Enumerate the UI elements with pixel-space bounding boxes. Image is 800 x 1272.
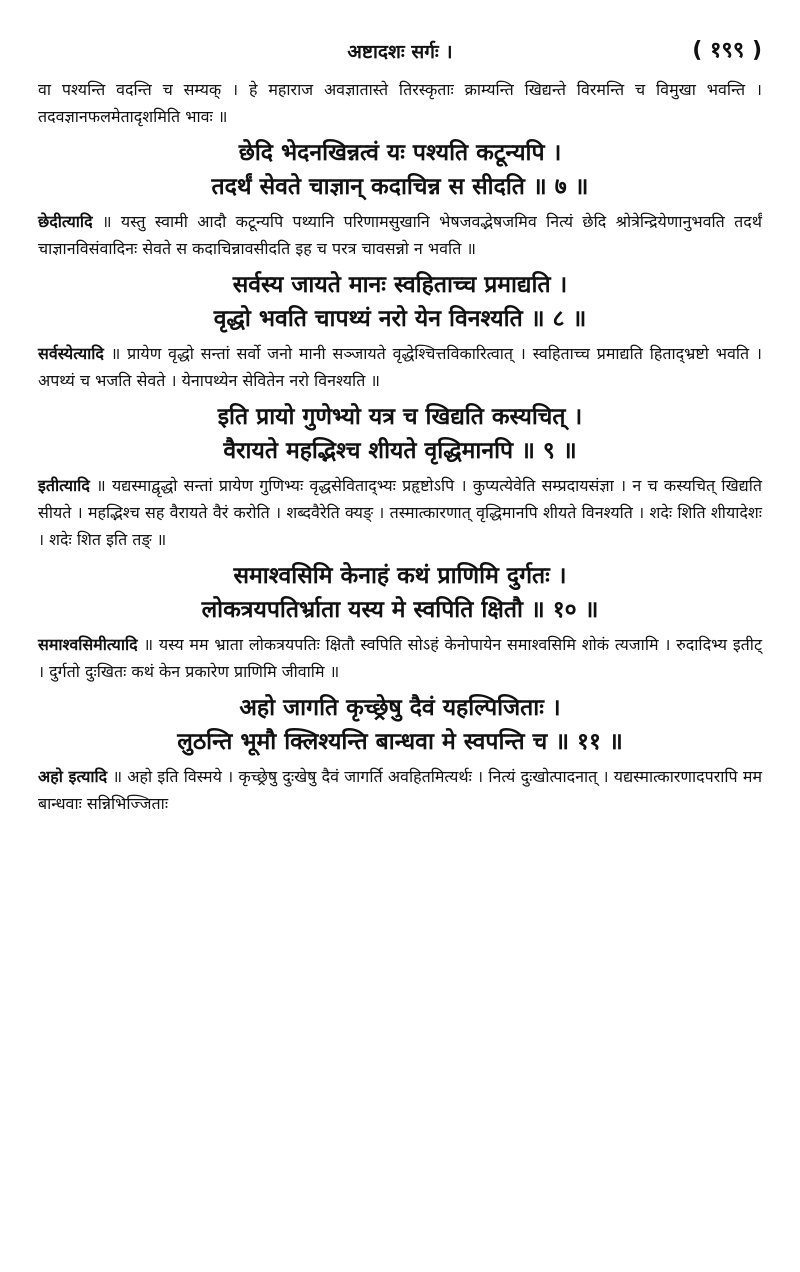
commentary-paragraph <box>38 472 762 553</box>
page-header <box>38 34 762 76</box>
verse-line: लुठन्ति भूमौ क्लिश्यन्ति बान्धवा मे स्वपन्ति च ॥ ११ ॥ <box>177 729 623 755</box>
commentary-text: ॥ यद्यस्माद्वृद्धो सन्तां प्रायेण गुणिभ्यः वृद्धसेविताद्भ्यः प्रहृष्टोऽपि । कुप्यत्येवेति सम्प्रदायसंज्ञा । न च कस्यचित् खिद्यति सीयते । महद्भिश्च सह वैरायते वैरं करोति । शब्दवैरेति क्यङ् । तस्मात्कारणात् वृद्धिमानपि शीयते विनश्यति । शदेः शिति शीयादेशः । शदेः शित इति तङ् ॥ <box>38 476 762 549</box>
verse-line: वैरायते महद्भिश्च शीयते वृद्धिमानपि ॥ ९ ॥ <box>223 438 577 464</box>
verse-line: सर्वस्य जायते मानः स्वहिताच्च प्रमाद्यति । <box>232 272 568 298</box>
commentary-lead: अहो इत्यादि <box>38 767 108 786</box>
verse-2 <box>38 136 762 204</box>
verse-line: समाश्वसिमि केनाहं कथं प्राणिमि दुर्गतः । <box>233 563 567 589</box>
commentary-paragraph <box>38 208 762 262</box>
verse-line: तदर्थं सेवते चाज्ञान् कदाचिन्न स सीदति ॥ ७ ॥ <box>211 174 589 200</box>
verse-4 <box>38 268 762 336</box>
verse-6 <box>38 400 762 468</box>
commentary-lead: सर्वस्येत्यादि <box>38 344 104 363</box>
verse-line: छेदि भेदनखिन्नत्वं यः पश्यति कटून्यपि । <box>238 140 562 166</box>
commentary-text: ॥ अहो इति विस्मये । कृच्छ्रेषु दुःखेषु दैवं जागर्ति अवहितमित्यर्थः । नित्यं दुःखोत्पादनात् । यद्यस्मात्कारणादपरापि मम बान्धवाः सन्निभिज्जिताः <box>38 767 763 813</box>
verse-10 <box>38 691 762 759</box>
commentary-lead: छेदीत्यादि <box>38 212 93 231</box>
commentary-lead: समाश्वसिमीत्यादि <box>38 635 138 654</box>
commentary-lead: इतीत्यादि <box>38 476 90 495</box>
verse-line: लोकत्रयपतिर्भ्राता यस्य मे स्वपिति क्षितौ ॥ १० ॥ <box>201 597 599 623</box>
verse-line: अहो जागति कृच्छ्रेषु दैवं यहल्पिजिताः । <box>239 695 561 721</box>
commentary-text: ॥ यस्य मम भ्राता लोकत्रयपतिः क्षितौ स्वपिति सोऽहं केनोपायेन समाश्वसिमि शोकं त्यजामि । रुदादिभ्य इतीट् । दुर्गतो दुःखितः कथं केन प्रकारेण प्राणिमि जीवामि ॥ <box>38 635 763 681</box>
verse-8 <box>38 559 762 627</box>
commentary-paragraph <box>38 763 762 817</box>
commentary-paragraph <box>38 340 762 394</box>
commentary-text: वा पश्यन्ति वदन्ति च सम्यक् । हे महाराज अवज्ञातास्ते तिरस्कृताः क्राम्यन्ति खिद्यन्ते विरमन्ति च विमुखा भवन्ति । तदवज्ञानफलमेतादृशमिति भावः ॥ <box>38 80 762 126</box>
running-head: अष्टादशः सर्गः । <box>347 41 453 63</box>
commentary-text: ॥ प्रायेण वृद्धो सन्तां सर्वो जनो मानी सञ्जायते वृद्धेश्चित्तविकारित्वात् । स्वहिताच्च प्रमाद्यति हिताद्भ्रष्टो भवति । अपथ्यं च भजति सेवते । येनापथ्येन सेवितेन नरो विनश्यति ॥ <box>38 344 762 390</box>
page-number: ( १९९ ) <box>692 38 762 63</box>
commentary-paragraph <box>38 76 762 130</box>
verse-line: वृद्धो भवति चापथ्यं नरो येन विनश्यति ॥ ८ ॥ <box>213 306 587 332</box>
commentary-paragraph <box>38 631 762 685</box>
commentary-text: ॥ यस्तु स्वामी आदौ कटून्यपि पथ्यानि परिणामसुखानि भेषजवद्भेषजमिव नित्यं छेदि श्रोत्रेन्द्रियेणानुभवति तदर्थं चाज्ञानविसंवादिनः सेवते स कदाचिन्नावसीदति इह च परत्र चावसन्नो न भवति ॥ <box>38 212 762 258</box>
verse-line: इति प्रायो गुणेभ्यो यत्र च खिद्यति कस्यचित् । <box>217 404 583 430</box>
page-content <box>38 76 762 817</box>
